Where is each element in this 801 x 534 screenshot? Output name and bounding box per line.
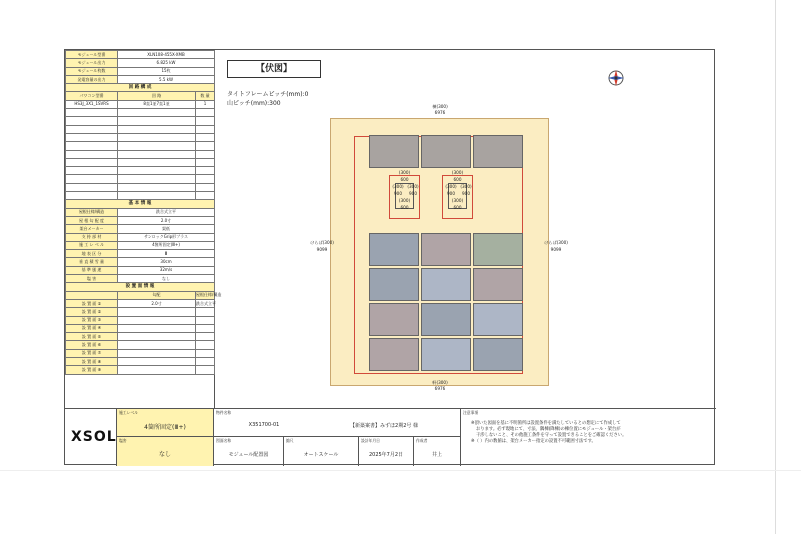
scale-cell (284, 437, 359, 466)
empty-cell (118, 142, 196, 150)
spec-row (66, 200, 215, 208)
basic-key: 架台メーカー (66, 225, 118, 233)
install-key: 設 置 面 ⑨ (66, 366, 118, 374)
install-slope (118, 316, 196, 324)
empty-cell (118, 175, 196, 183)
bracket-dim: (300) (392, 184, 404, 189)
eave-label: 軒(300) (432, 380, 448, 385)
spec-row (66, 291, 215, 299)
install-key: 設 置 面 ⑧ (66, 357, 118, 365)
install-spec (196, 324, 215, 332)
circuit-config: 8直1並7直1並 (118, 100, 196, 108)
date-value: 2025年7月2日 (368, 452, 404, 458)
install-slope (118, 308, 196, 316)
empty-cell (196, 133, 215, 141)
spec-row (66, 59, 215, 67)
basic-value: 鉄合式立平 (118, 208, 215, 216)
spec-row (66, 75, 215, 83)
bracket-dim: (300) (445, 184, 457, 189)
empty-cell (66, 175, 118, 183)
spec-value: XLN108-455X-XMB (118, 51, 215, 59)
note-line: おります。必ず現地にて、寸法、隅棟(降棟)の棟位置にモジュール・架台が (476, 427, 621, 432)
spec-value: 5.5 kW (118, 75, 215, 83)
notes-label: 注意事項 (463, 410, 479, 415)
empty-cell (118, 192, 196, 200)
spec-row (66, 158, 215, 166)
basic-key: 屋根仕様/構造 (66, 208, 118, 216)
spec-key: 発電容量の出力 (66, 75, 118, 83)
empty-cell (66, 192, 118, 200)
verge-left-dimension: 9099 (316, 247, 328, 252)
empty-cell (66, 125, 118, 133)
spec-row (66, 250, 215, 258)
spec-row (66, 266, 215, 274)
empty-cell (118, 117, 196, 125)
spec-row (66, 283, 215, 291)
bracket-dim: (300) (451, 170, 464, 175)
empty-cell (196, 183, 215, 191)
scale-label: 縮尺 (286, 438, 294, 443)
spec-row (66, 100, 215, 108)
empty-cell (196, 175, 215, 183)
install-slope (118, 349, 196, 357)
spec-row (66, 357, 215, 365)
spec-row (66, 167, 215, 175)
solar-module (421, 233, 471, 266)
circuit-header: 回 路 (118, 92, 196, 100)
empty-cell (66, 117, 118, 125)
install-header: 屋根仕様/構造 (196, 291, 215, 299)
empty-cell (66, 133, 118, 141)
empty-cell (196, 142, 215, 150)
project-cell (214, 409, 461, 437)
layout-drawing (214, 50, 716, 408)
bracket-dim: 600 (400, 205, 409, 210)
empty-cell (66, 183, 118, 191)
project-name: 【新築案書】みずほ2期2号 様 (350, 423, 418, 429)
title-block (65, 408, 716, 467)
spec-key: モジュール型番 (66, 51, 118, 59)
circuit-qty: 1 (196, 100, 215, 108)
spec-row (66, 316, 215, 324)
bracket-dim: 900 (447, 191, 455, 196)
install-slope: 2.0寸 (118, 299, 196, 307)
spec-row (66, 92, 215, 100)
spec-row (66, 349, 215, 357)
eave-dimension: 6976 (434, 386, 446, 391)
basic-key: 施 工 レ ベ ル (66, 241, 118, 249)
empty-cell (118, 183, 196, 191)
bracket-dim: 600 (453, 177, 462, 182)
spec-row (66, 67, 215, 75)
install-spec (196, 316, 215, 324)
ridge-dimension: 6976 (434, 110, 446, 115)
scale-value: オートスケール (303, 452, 339, 458)
basic-value: 30cm (118, 258, 215, 266)
solar-module (421, 268, 471, 301)
spec-value: 15枚 (118, 67, 215, 75)
mountain-pitch-text: 山ピッチ(mm):300 (227, 100, 281, 107)
empty-cell (66, 142, 118, 150)
verge-left-label: けらば(300) (310, 240, 334, 245)
empty-cell (196, 117, 215, 125)
spec-row (66, 192, 215, 200)
empty-cell (66, 167, 118, 175)
solar-module (421, 338, 471, 371)
spec-table (65, 50, 222, 375)
solar-module (473, 268, 523, 301)
level-label: 施工レベル (119, 410, 138, 415)
drawing-title: 【伏図】 (227, 60, 321, 78)
spec-row (66, 333, 215, 341)
install-spec: 鉄合式立平 (196, 299, 215, 307)
spec-row (66, 125, 215, 133)
page-edge (0, 470, 801, 471)
page-edge (775, 0, 776, 534)
basic-key: 塩 害 (66, 275, 118, 283)
basic-value: 4箇所固定(Ⅲ+) (118, 241, 215, 249)
spec-row (66, 142, 215, 150)
spec-row (66, 241, 215, 249)
circuit-header: パワコン型番 (66, 92, 118, 100)
spec-row (66, 117, 215, 125)
project-code: X351700-01 (248, 422, 280, 428)
solar-module (421, 303, 471, 336)
spec-row (66, 233, 215, 241)
basic-value: サンロックGrip形プラス (118, 233, 215, 241)
note-line: ※頂いた図面を基に不明箇所は設置条件を満たしているとの想定にて作成して (471, 421, 621, 426)
basic-key: 基 準 風 速 (66, 266, 118, 274)
solar-module (473, 303, 523, 336)
install-key: 設 置 面 ⑥ (66, 341, 118, 349)
drawing-name-value: モジュール配置図 (228, 452, 269, 458)
basic-section-title: 基 本 情 報 (66, 200, 215, 208)
solar-module (369, 268, 419, 301)
empty-cell (196, 109, 215, 117)
install-spec (196, 349, 215, 357)
xsol-logo: XSOL (71, 429, 117, 445)
basic-key: 屋 根 勾 配 度 (66, 216, 118, 224)
spec-key: モジュール出力 (66, 59, 118, 67)
basic-key: 支 持 部 材 (66, 233, 118, 241)
bracket-dim: (300) (398, 198, 411, 203)
author-cell (414, 437, 461, 466)
bracket-dim: (300) (407, 184, 419, 189)
install-spec (196, 341, 215, 349)
install-spec (196, 366, 215, 374)
level-cell (117, 409, 214, 437)
bracket-dim: 900 (409, 191, 417, 196)
spec-row (66, 109, 215, 117)
drawing-name-cell (214, 437, 284, 466)
solar-module (421, 135, 471, 168)
note-line: ※（ ）内の数値は、架台メーカー指定の設置不可範囲寸法です。 (471, 439, 596, 444)
ridge-label: 棟(300) (432, 104, 448, 109)
frame-pitch-text: タイトフレームピッチ(mm):0 (227, 91, 309, 98)
author-label: 作成者 (416, 438, 428, 443)
spec-row (66, 258, 215, 266)
empty-cell (196, 125, 215, 133)
spec-row (66, 324, 215, 332)
solar-module (473, 233, 523, 266)
verge-right-dimension: 9099 (550, 247, 562, 252)
circuit-model: HS3J_3X1_1SVRS (66, 100, 118, 108)
salt-label: 塩害 (119, 438, 127, 443)
spec-row (66, 341, 215, 349)
empty-cell (196, 192, 215, 200)
install-key: 設 置 面 ⑤ (66, 333, 118, 341)
empty-cell (196, 150, 215, 158)
spec-row (66, 299, 215, 307)
basic-value: 2.0寸 (118, 216, 215, 224)
install-key: 設 置 面 ④ (66, 324, 118, 332)
drawing-name-label: 図面名称 (216, 438, 232, 443)
salt-cell (117, 437, 214, 466)
notes-cell (461, 409, 716, 466)
install-slope (118, 324, 196, 332)
install-slope (118, 341, 196, 349)
basic-key: 地 表 区 分 (66, 250, 118, 258)
spec-row (66, 51, 215, 59)
bracket-dim: 600 (453, 205, 462, 210)
spec-row (66, 175, 215, 183)
notes-text (471, 421, 626, 445)
empty-cell (196, 158, 215, 166)
spec-row (66, 275, 215, 283)
basic-value: Ⅲ (118, 250, 215, 258)
spec-value: 6.825 kW (118, 59, 215, 67)
spec-row (66, 150, 215, 158)
spec-row (66, 366, 215, 374)
date-label: 設計年月日 (361, 438, 380, 443)
spec-row (66, 225, 215, 233)
empty-cell (118, 125, 196, 133)
empty-cell (66, 109, 118, 117)
empty-cell (66, 158, 118, 166)
install-key: 設 置 面 ② (66, 308, 118, 316)
bracket-dim: (300) (460, 184, 472, 189)
bracket-dim: 900 (394, 191, 402, 196)
circuit-section-title: 回 路 構 成 (66, 84, 215, 92)
empty-cell (118, 167, 196, 175)
basic-value: 32m/s (118, 266, 215, 274)
empty-cell (118, 109, 196, 117)
spec-key: モジュール枚数 (66, 67, 118, 75)
circuit-header: 数 量 (196, 92, 215, 100)
solar-module (369, 303, 419, 336)
note-line: 干渉しないこと、その他施工条件を守って設置できることをご確認ください。 (476, 433, 627, 438)
install-header (66, 291, 118, 299)
install-slope (118, 366, 196, 374)
bracket-dim: (300) (451, 198, 464, 203)
empty-cell (118, 150, 196, 158)
basic-key: 垂 直 積 雪 量 (66, 258, 118, 266)
install-header: 勾配 (118, 291, 196, 299)
install-spec (196, 333, 215, 341)
verge-right-label: けらば(300) (544, 240, 568, 245)
basic-value: 架低 (118, 225, 215, 233)
install-section-title: 設 置 面 情 報 (66, 283, 215, 291)
author-value: 井上 (431, 452, 442, 458)
spec-row (66, 308, 215, 316)
bracket-dim: (300) (398, 170, 411, 175)
basic-value: なし (118, 275, 215, 283)
solar-module (369, 233, 419, 266)
empty-cell (196, 167, 215, 175)
install-key: 設 置 面 ⑦ (66, 349, 118, 357)
drawing-sheet (64, 49, 715, 465)
level-value: 4箇所固定(Ⅲ+) (144, 424, 186, 431)
solar-module (369, 135, 419, 168)
install-key: 設 置 面 ① (66, 299, 118, 307)
install-slope (118, 333, 196, 341)
install-spec (196, 308, 215, 316)
empty-cell (66, 150, 118, 158)
compass-icon (606, 68, 626, 88)
solar-module (473, 135, 523, 168)
bracket-dim: 900 (462, 191, 470, 196)
empty-cell (118, 133, 196, 141)
project-label: 物件名称 (216, 410, 232, 415)
salt-value: なし (158, 451, 171, 458)
spec-row (66, 84, 215, 92)
solar-module (473, 338, 523, 371)
date-cell (359, 437, 414, 466)
logo-cell (65, 409, 117, 466)
spec-row (66, 133, 215, 141)
spec-panel (65, 50, 222, 408)
solar-module (369, 338, 419, 371)
bracket-dim: 600 (400, 177, 409, 182)
spec-row (66, 208, 215, 216)
spec-row (66, 216, 215, 224)
install-key: 設 置 面 ③ (66, 316, 118, 324)
spec-row (66, 183, 215, 191)
empty-cell (118, 158, 196, 166)
install-spec (196, 357, 215, 365)
install-slope (118, 357, 196, 365)
